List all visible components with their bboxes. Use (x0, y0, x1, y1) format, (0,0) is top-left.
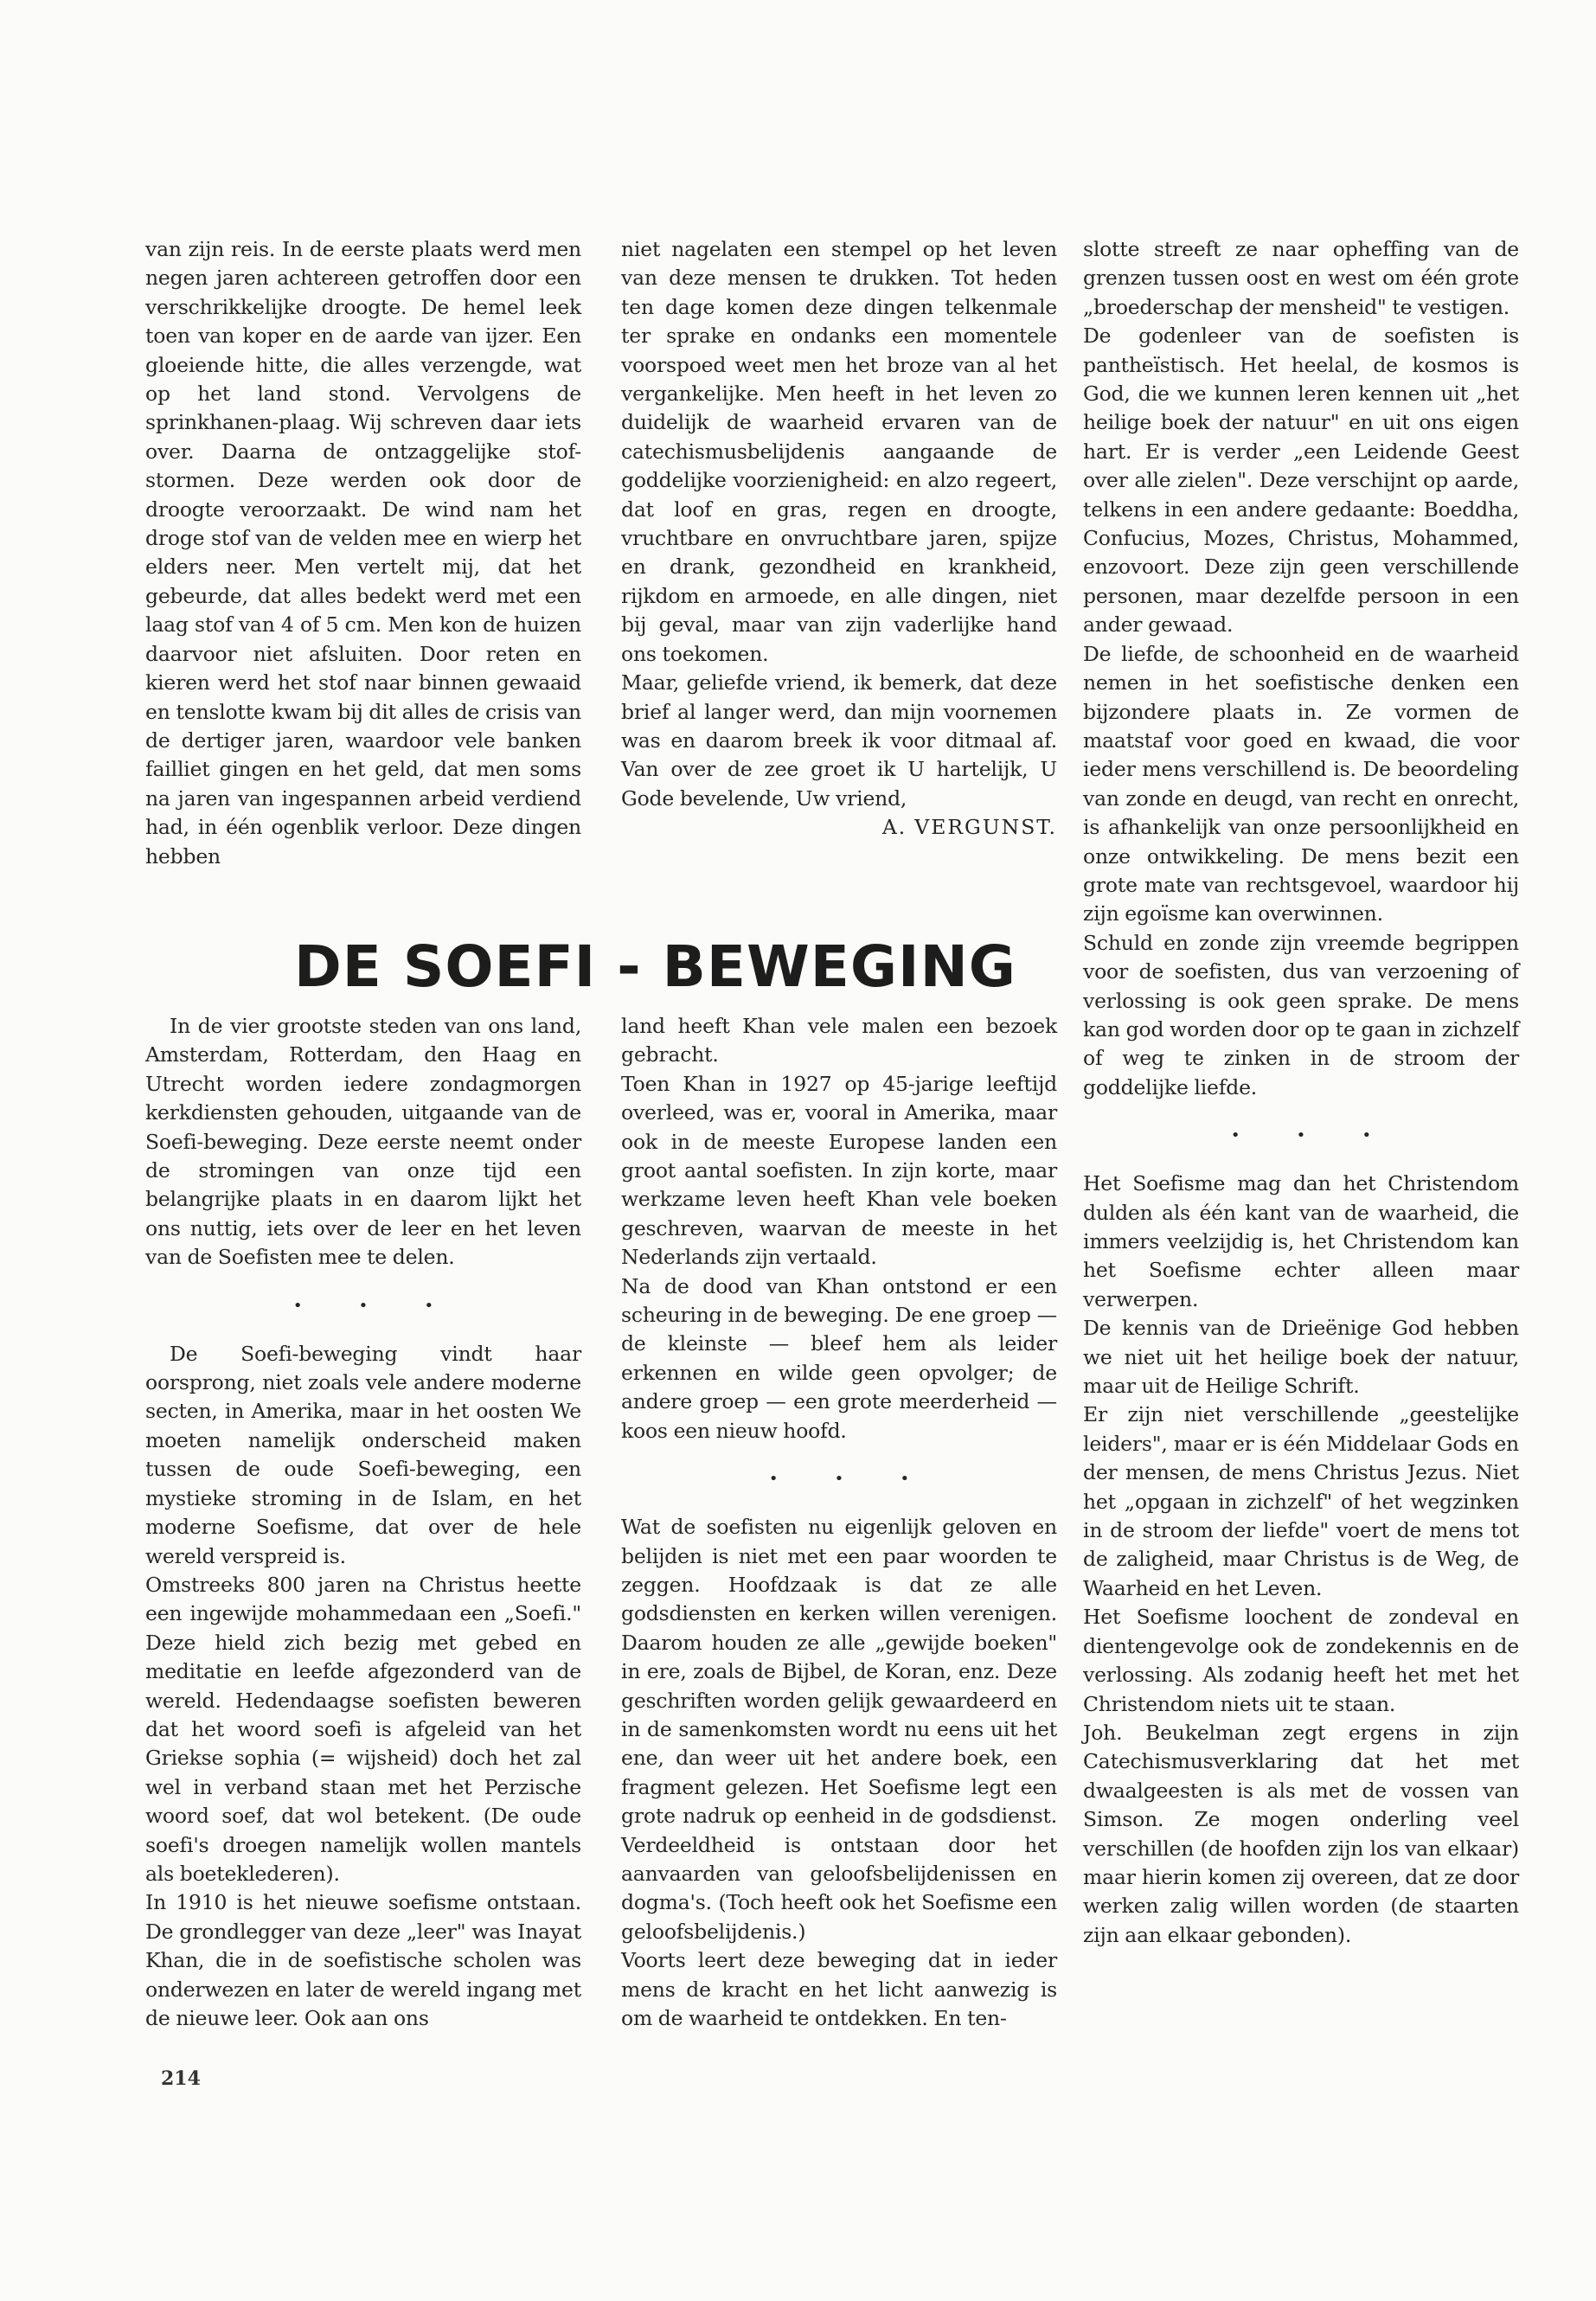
article-paragraph: Wat de soefisten nu eigenlijk geloven en belijden is niet met een paar woorden te zeggen. Hoofdzaak is dat ze alle godsdiensten en kerken willen verenigen. Daarom houden ze alle „gewijde boeken" in ere, zoals de Bijbel, de Koran, enz. Deze geschriften worden gelijk gewaardeerd en in de samenkomsten wordt nu eens uit het ene, dan weer uit het andere boek, een fragment gelezen. Het Soefisme legt een grote nadruk op eenheid in de godsdienst. Verdeeldheid is ontstaan door het aanvaarden van geloofsbelijdenissen en dogma's. (Toch heeft ook het Soefisme een geloofsbelijdenis.) (621, 1515, 1057, 1944)
article-paragraph: In de vier grootste steden van ons land, Amsterdam, Rotterdam, den Haag en Utrecht worden iedere zondagmorgen kerkdiensten gehouden, uitgaande van de Soefi-beweging. Deze eerste neemt onder de stromingen van onze tijd een belangrijke plaats in en daarom lijkt het ons nuttig, iets over de leer en het leven van de Soefisten mee te delen. (145, 1014, 581, 1270)
article-paragraph: De Soefi-beweging vindt haar oorsprong, niet zoals vele andere moderne secten, in Amerika, maar in het oosten We moeten namelijk onderscheid maken tussen de oude Soefi-beweging, een mystieke stroming in de Islam, en het moderne Soefisme, dat over de hele wereld verspreid is. (145, 1341, 581, 1568)
article-column-2 (621, 1012, 1057, 2033)
article-paragraph: Joh. Beukelman zegt ergens in zijn Catechismusverklaring dat het met dwaalgeesten is als met de vossen van Simson. Ze mogen onderling veel verschillen (de hoofden zijn los van elkaar) maar hierin komen zij overeen, dat ze door werken zalig willen worden (de staarten zijn aan elkaar gebonden). (1083, 1720, 1519, 1947)
letter-signature: A. VERGUNST. (881, 815, 1057, 840)
article-paragraph: In 1910 is het nieuwe soefisme ontstaan. De grondlegger van deze „leer" was Inayat Khan, die in de soefistische scholen was onderwezen en later de wereld ingang met de nieuwe leer. Ook aan ons (145, 1890, 581, 2030)
letter-column-2 (621, 235, 1057, 843)
article-title: DE SOEFI - BEWEGING (294, 933, 1016, 1000)
article-paragraph: De godenleer van de soefisten is pantheïstisch. Het heelal, de kosmos is God, die we kunnen leren kennen uit „het heilige boek der natuur" en uit ons eigen hart. Er is verder „een Leidende Geest over alle zielen". Deze verschijnt op aarde, telkens in een andere gedaante: Boeddha, Confucius, Mozes, Christus, Mohammed, enzovoort. Deze zijn geen verschillende personen, maar dezelfde persoon in een ander gewaad. (1083, 324, 1519, 638)
article-paragraph: Het Soefisme mag dan het Christendom dulden als één kant van de waarheid, die immers veelzijdig is, het Christendom kan het Soefisme echter alleen maar verwerpen. (1083, 1171, 1519, 1311)
article-paragraph: Voorts leert deze beweging dat in ieder mens de kracht en het licht aanwezig is om de waarheid te ontdekken. En ten- (621, 1948, 1057, 2030)
article-paragraph: Omstreeks 800 jaren na Christus heette een ingewijde mohammedaan een „Soefi." Deze hield zich bezig met gebed en meditatie en leefde afgezonderd van de wereld. Hedendaagse soefisten beweren dat het woord soefi is afgeleid van het Griekse sophia (= wijsheid) doch het zal wel in verband staan met het Perzische woord soef, dat wol betekent. (De oude soefi's droegen namelijk wollen mantels als boeteklederen). (145, 1572, 581, 1886)
page-number: 214 (161, 2067, 201, 2090)
article-paragraph: Na de dood van Khan ontstond er een scheuring in de beweging. De ene groep — de kleinste — bleef hem als leider erkennen en wilde geen opvolger; de andere groep — een grote meerderheid — koos een nieuw hoofd. (621, 1273, 1057, 1443)
letter-column-1 (145, 235, 581, 871)
article-paragraph: De liefde, de schoonheid en de waarheid nemen in het soefistische denken een bijzondere plaats in. Ze vormen de maatstaf voor goed en kwaad, die voor ieder mens verschillend is. De beoordeling van zonde en deugd, van recht en onrecht, is afhankelijk van onze persoonlijkheid en onze ontwikkeling. De mens bezit een grote mate van rechtsgevoel, waardoor hij zijn egoïsme kan overwinnen. (1083, 641, 1519, 926)
section-divider: • • • (768, 1470, 936, 1489)
section-divider: • • • (292, 1296, 460, 1315)
letter-paragraph: van zijn reis. In de eerste plaats werd men negen jaren achtereen getroffen door een verschrikkelijke droogte. De hemel leek toen van koper en de aarde van ijzer. Een gloeiende hitte, die alles verzengde, wat op het land stond. Vervolgens de sprinkhanen-plaag. Wij schreven daar iets over. Daarna de ontzaggelijke stof-stormen. Deze werden ook door de droogte veroorzaakt. De wind nam het droge stof van de velden mee en wierp het elders neer. Men vertelt mij, dat het gebeurde, dat alles bedekt werd met een laag stof van 4 of 5 cm. Men kon de huizen daarvoor niet afsluiten. Door reten en kieren werd het stof naar binnen gewaaid en tenslotte kwam bij dit alles de crisis van de dertiger jaren, waardoor vele banken failliet gingen en het geld, dat men soms na jaren van ingespannen arbeid verdiend had, in één ogenblik verloor. Deze dingen hebben (145, 237, 581, 868)
article-column-3 (1083, 235, 1519, 1950)
article-paragraph: slotte streeft ze naar opheffing van de grenzen tussen oost en west om één grote „broederschap der mensheid" te vestigen. (1083, 237, 1519, 319)
article-paragraph: Toen Khan in 1927 op 45-jarige leeftijd overleed, was er, vooral in Amerika, maar ook in de meeste Europese landen een groot aantal soefisten. In zijn korte, maar werkzame leven heeft Khan vele boeken geschreven, waarvan de meeste in het Nederlands zijn vertaald. (621, 1071, 1057, 1270)
article-column-1 (145, 1012, 581, 2033)
article-paragraph: De kennis van de Drieënige God hebben we niet uit het heilige boek der natuur, maar uit de Heilige Schrift. (1083, 1316, 1519, 1399)
letter-paragraph: Maar, geliefde vriend, ik bemerk, dat deze brief al langer werd, dan mijn voornemen was en daarom breek ik voor ditmaal af. Van over de zee groet ik U hartelijk, U Gode bevelende, Uw vriend, (621, 670, 1057, 811)
letter-paragraph: niet nagelaten een stempel op het leven van deze mensen te drukken. Tot heden ten dage komen deze dingen telkenmale ter sprake en ondanks een momentele voorspoed weet men het broze van al het vergankelijke. Men heeft in het leven zo duidelijk de waarheid ervaren van de catechismusbelijdenis aangaande de goddelijke voorzienigheid: en alzo regeert, dat loof en gras, regen en droogte, vruchtbare en onvruchtbare jaren, spijze en drank, gezondheid en krankheid, rijkdom en armoede, en alle dingen, niet bij geval, maar van zijn vaderlijke hand ons toekomen. (621, 237, 1057, 666)
article-paragraph: land heeft Khan vele malen een bezoek gebracht. (621, 1014, 1057, 1067)
article-paragraph: Er zijn niet verschillende „geestelijke leiders", maar er is één Middelaar Gods en der mensen, de mens Christus Jezus. Niet het „opgaan in zichzelf" of het wegzinken in de stroom der liefde" voert de mens tot de zaligheid, maar Christus is de Weg, de Waarheid en het Leven. (1083, 1402, 1519, 1600)
article-paragraph: Schuld en zonde zijn vreemde begrippen voor de soefisten, dus van verzoening of verlossing is ook geen sprake. De mens kan god worden door op te gaan in zichzelf of weg te zinken in de stroom der goddelijke liefde. (1083, 930, 1519, 1099)
article-paragraph: Het Soefisme loochent de zondeval en dientengevolge ook de zondekennis en de verlossing. Als zodanig heeft het met het Christendom niets uit te staan. (1083, 1605, 1519, 1716)
section-divider: • • • (1230, 1126, 1398, 1145)
